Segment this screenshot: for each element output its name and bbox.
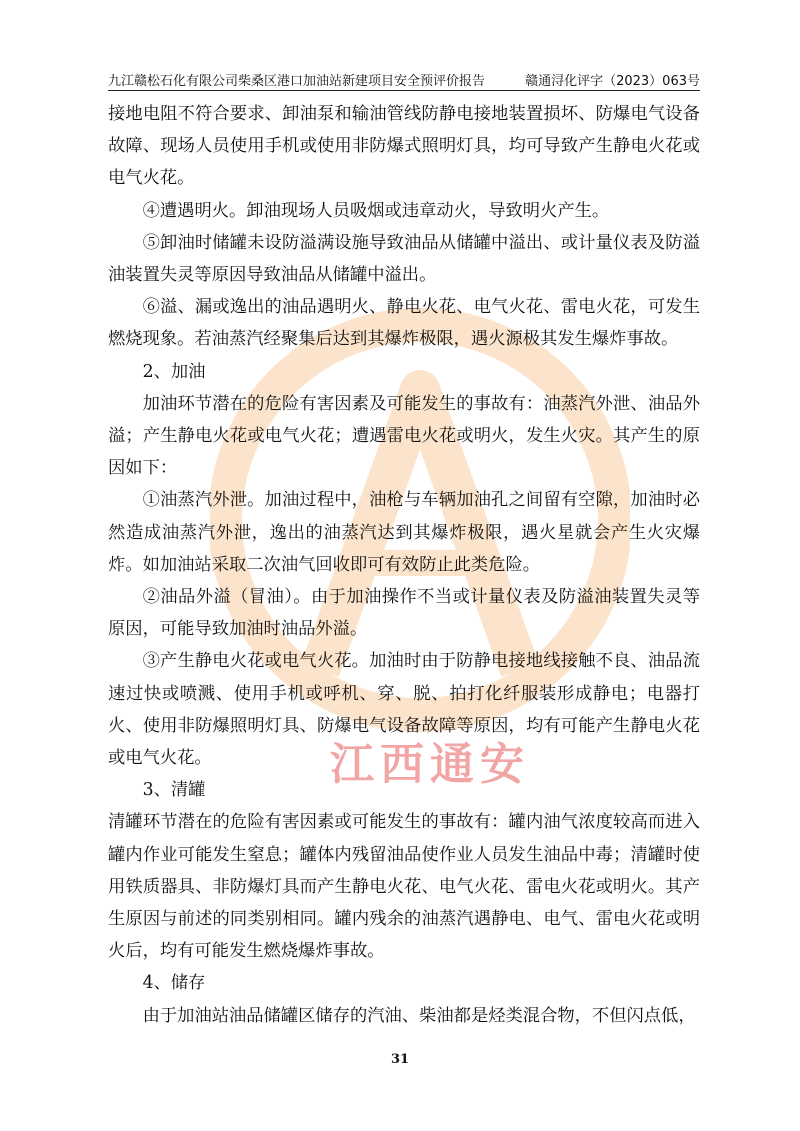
paragraph: 由于加油站油品储罐区储存的汽油、柴油都是烃类混合物，不但闪点低， — [142, 1005, 696, 1026]
paragraph: ②油品外溢（冒油）。由于加油操作不当或计量仪表及防溢油装置失灵等原因，可能导致加油时油品外溢。 — [108, 587, 700, 640]
paragraph: ⑤卸油时储罐未设防溢满设施导致油品从储罐中溢出、或计量仪表及防溢油装置失灵等原因导致油品从储罐中溢出。 — [108, 232, 700, 286]
page-number: 31 — [390, 1052, 410, 1067]
paragraph: 加油环节潜在的危险有害因素及可能发生的事故有：油蒸汽外泄、油品外溢；产生静电火花或电气火花；遭遇雷电火花或明火，发生火灾。其产生的原因如下： — [108, 393, 700, 479]
header-report-title: 九江赣松石化有限公司柴桑区港口加油站新建项目安全预评价报告 — [108, 74, 486, 89]
watermark-text: 江西通安 — [330, 739, 530, 790]
paragraph: ⑥溢、漏或逸出的油品遇明火、静电火花、电气火花、雷电火花，可发生燃烧现象。若油蒸汽经聚集后达到其爆炸极限，遇火源极其发生爆炸事故。 — [108, 297, 700, 350]
paragraph: 接地电阻不符合要求、卸油泵和输油管线防静电接地装置损坏、防爆电气设备故障、现场人员使用手机或使用非防爆式照明灯具，均可导致产生静电火花或电气火花。 — [108, 104, 700, 189]
header-document-number: 赣通浔化评字（2023）063号 — [525, 74, 700, 89]
section-heading-storage: 4、储存 — [142, 973, 206, 994]
section-heading-refuel: 2、加油 — [142, 361, 206, 382]
paragraph: 清罐环节潜在的危险有害因素或可能发生的事故有：罐内油气浓度较高而进入罐内作业可能发生窒息；罐体内残留油品使作业人员发生油品中毒；清罐时使用铁质器具、非防爆灯具而产生静电火花、电气火花、雷电火花或明火。其产生原因与前述的同类别相同。罐内残余的油蒸汽遇静电、电气、雷电火花或明火后，均有可能发生燃烧爆炸事故。 — [108, 812, 700, 962]
paragraph: ③产生静电火花或电气火花。加油时由于防静电接地线接触不良、油品流速过快或喷溅、使用手机或呼机、穿、脱、拍打化纤服装形成静电；电器打火、使用非防爆照明灯具、防爆电气设备故障等原因，均有可能产生静电火花或电气火花。 — [108, 651, 700, 769]
section-heading-tank-cleaning: 3、清罐 — [142, 780, 206, 801]
paragraph: ④遭遇明火。卸油现场人员吸烟或违章动火，导致明火产生。 — [142, 200, 610, 221]
paragraph: ①油蒸汽外泄。加油过程中，油枪与车辆加油孔之间留有空隙，加油时必然造成油蒸汽外泄，逸出的油蒸汽达到其爆炸极限，遇火星就会产生火灾爆炸。如加油站采取二次油气回收即可有效防止此类危险。 — [108, 490, 700, 575]
document-body — [108, 98, 700, 1032]
page-header — [108, 68, 700, 91]
